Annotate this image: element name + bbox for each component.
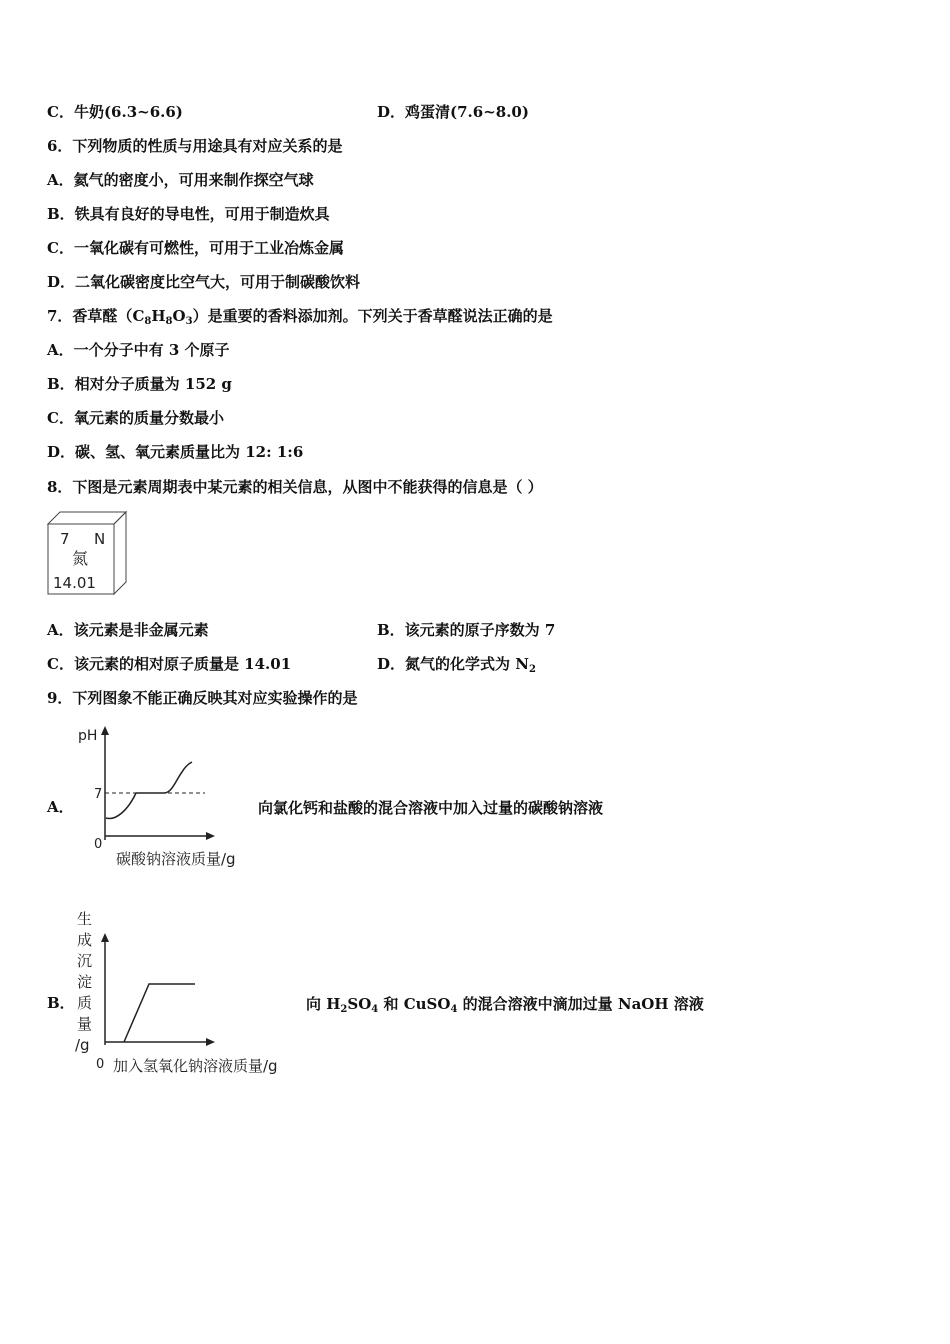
x-axis-label: 加入氢氧化钠溶液质量/g: [113, 1057, 278, 1075]
q8-option-b: B．该元素的原子序数为 7: [377, 621, 556, 639]
svg-text:量: 量: [77, 1015, 93, 1033]
q7-option-d: D．碳、氢、氧元素质量比为 12: 1:6: [47, 443, 304, 461]
q9-a-label: A．: [47, 798, 74, 816]
ph7-tick-label: 7: [94, 787, 103, 802]
ph-curve: [106, 762, 192, 818]
origin-label: 0: [96, 1057, 105, 1072]
x-axis-arrow: [206, 832, 215, 840]
q6-option-a: A．氦气的密度小，可用来制作探空气球: [47, 171, 314, 189]
q9-a-ph-graph: [72, 722, 272, 874]
q7-stem: 7．香草醛$(C_8H_8O_3)$是重要的香料添加剂。下列关于香草醛说法正确的是: [47, 307, 553, 327]
y-axis-label-vertical: [75, 910, 92, 1054]
y-axis-arrow: [101, 933, 109, 942]
q6-option-d: D．二氧化碳密度比空气大，可用于制碳酸饮料: [47, 273, 361, 291]
svg-text:/g: /g: [75, 1036, 90, 1054]
x-axis-arrow: [206, 1038, 215, 1046]
element-number: 7: [60, 530, 70, 548]
element-mass: 14.01: [53, 574, 96, 592]
svg-text:沉: 沉: [77, 952, 93, 970]
precipitate-curve: [124, 984, 195, 1042]
svg-text:生: 生: [77, 910, 93, 928]
q8-option-a: A．该元素是非金属元素: [47, 621, 209, 639]
q9-stem: 9．下列图象不能正确反映其对应实验操作的是: [47, 689, 358, 707]
q9-b-label: B．: [47, 994, 75, 1012]
q9-a-description: 向氯化钙和盐酸的混合溶液中加入过量的碳酸钠溶液: [258, 799, 604, 817]
q5-option-d: D．鸡蛋清(7.6~8.0): [377, 103, 529, 121]
svg-text:淀: 淀: [77, 973, 93, 991]
q8-option-d: D．氮气的化学式为 $N_2$: [377, 655, 536, 675]
tile-side-face: [114, 512, 126, 594]
q7-option-b: B．相对分子质量为 152 g: [47, 375, 232, 393]
q5-option-c: C．牛奶(6.3~6.6): [47, 103, 183, 121]
q7-option-c: C．氧元素的质量分数最小: [47, 409, 224, 427]
svg-text:成: 成: [77, 931, 93, 949]
element-symbol: N: [94, 530, 106, 548]
q6-stem: 6．下列物质的性质与用途具有对应关系的是: [47, 137, 343, 155]
q8-option-c: C．该元素的相对原子质量是 14.01: [47, 655, 292, 673]
q6-option-c: C．一氧化碳有可燃性，可用于工业冶炼金属: [47, 239, 344, 257]
element-name: 氮: [72, 549, 89, 568]
svg-text:质: 质: [77, 994, 93, 1012]
x-axis-label: 碳酸钠溶液质量/g: [116, 850, 236, 868]
q8-stem: 8．下图是元素周期表中某元素的相关信息，从图中不能获得的信息是（ ）: [47, 478, 543, 496]
q9-b-description: 向 $H_2SO_4$ 和 CuSO$_4$ 的混合溶液中滴加过量 NaOH 溶液: [306, 995, 704, 1015]
element-tile-figure: [46, 510, 130, 596]
ph-axis-label: pH: [78, 728, 98, 744]
tile-top-face: [48, 512, 126, 524]
q7-option-a: A．一个分子中有 3 个原子: [47, 341, 230, 359]
q9-b-precipitate-graph: [70, 904, 310, 1084]
origin-label: 0: [94, 837, 103, 852]
y-axis-arrow: [101, 726, 109, 735]
q6-option-b: B．铁具有良好的导电性，可用于制造炊具: [47, 205, 330, 223]
